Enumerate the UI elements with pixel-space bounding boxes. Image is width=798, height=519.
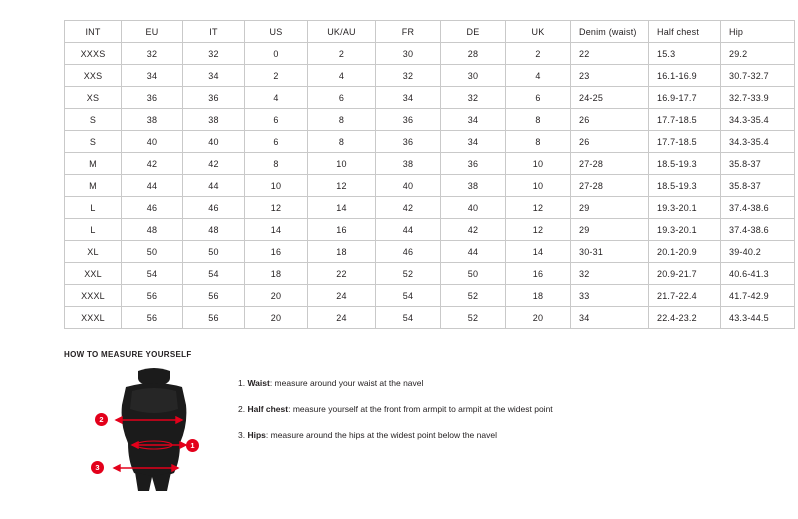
cell-uk: 2 xyxy=(506,43,571,65)
cell-de: 50 xyxy=(441,263,506,285)
measure-notes xyxy=(238,365,553,455)
cell-hip: 29.2 xyxy=(721,43,795,65)
table-row xyxy=(65,307,795,329)
cell-hip: 34.3-35.4 xyxy=(721,131,795,153)
cell-eu: 38 xyxy=(122,109,183,131)
cell-uk: 4 xyxy=(506,65,571,87)
cell-it: 34 xyxy=(183,65,245,87)
cell-de: 42 xyxy=(441,219,506,241)
cell-fr: 32 xyxy=(376,65,441,87)
note-text: : measure yourself at the front from armpit to armpit at the widest point xyxy=(288,404,553,414)
cell-de: 32 xyxy=(441,87,506,109)
note-term: Waist xyxy=(247,378,270,388)
cell-uk: 20 xyxy=(506,307,571,329)
table-row xyxy=(65,285,795,307)
cell-hip: 35.8-37 xyxy=(721,153,795,175)
cell-denim: 33 xyxy=(571,285,649,307)
cell-half-chest: 21.7-22.4 xyxy=(649,285,721,307)
size-table-body xyxy=(65,43,795,329)
cell-ukau: 4 xyxy=(308,65,376,87)
cell-fr: 36 xyxy=(376,109,441,131)
cell-it: 48 xyxy=(183,219,245,241)
cell-us: 20 xyxy=(245,285,308,307)
measure-note-hips xyxy=(238,429,553,441)
cell-eu: 40 xyxy=(122,131,183,153)
cell-fr: 52 xyxy=(376,263,441,285)
cell-de: 34 xyxy=(441,131,506,153)
cell-us: 8 xyxy=(245,153,308,175)
cell-fr: 34 xyxy=(376,87,441,109)
cell-half-chest: 17.7-18.5 xyxy=(649,109,721,131)
cell-half-chest: 18.5-19.3 xyxy=(649,153,721,175)
mannequin-figure xyxy=(94,365,214,495)
cell-uk: 10 xyxy=(506,153,571,175)
cell-it: 44 xyxy=(183,175,245,197)
cell-eu: 50 xyxy=(122,241,183,263)
note-number: 3. xyxy=(238,430,246,440)
cell-de: 38 xyxy=(441,175,506,197)
column-header-fr: FR xyxy=(376,21,441,43)
column-header-half-chest: Half chest xyxy=(649,21,721,43)
table-header-row xyxy=(65,21,795,43)
cell-it: 56 xyxy=(183,307,245,329)
table-row xyxy=(65,131,795,153)
how-to-measure-title: HOW TO MEASURE YOURSELF xyxy=(64,350,192,359)
cell-ukau: 14 xyxy=(308,197,376,219)
cell-half-chest: 19.3-20.1 xyxy=(649,219,721,241)
cell-hip: 34.3-35.4 xyxy=(721,109,795,131)
measure-note-half-chest xyxy=(238,403,553,415)
cell-us: 4 xyxy=(245,87,308,109)
cell-uk: 12 xyxy=(506,219,571,241)
cell-eu: 56 xyxy=(122,307,183,329)
cell-denim: 34 xyxy=(571,307,649,329)
cell-it: 50 xyxy=(183,241,245,263)
cell-ukau: 24 xyxy=(308,307,376,329)
measure-note-waist xyxy=(238,377,553,389)
cell-half-chest: 15.3 xyxy=(649,43,721,65)
cell-int: S xyxy=(65,109,122,131)
cell-half-chest: 19.3-20.1 xyxy=(649,197,721,219)
note-number: 2. xyxy=(238,404,246,414)
cell-ukau: 12 xyxy=(308,175,376,197)
cell-fr: 42 xyxy=(376,197,441,219)
cell-fr: 54 xyxy=(376,307,441,329)
cell-uk: 14 xyxy=(506,241,571,263)
cell-int: XXL xyxy=(65,263,122,285)
cell-ukau: 24 xyxy=(308,285,376,307)
cell-half-chest: 20.1-20.9 xyxy=(649,241,721,263)
cell-fr: 46 xyxy=(376,241,441,263)
table-row xyxy=(65,109,795,131)
cell-fr: 44 xyxy=(376,219,441,241)
cell-hip: 32.7-33.9 xyxy=(721,87,795,109)
table-row xyxy=(65,153,795,175)
note-text: : measure around your waist at the navel xyxy=(269,378,424,388)
cell-denim: 29 xyxy=(571,197,649,219)
cell-ukau: 8 xyxy=(308,131,376,153)
cell-int: XXXL xyxy=(65,307,122,329)
cell-denim: 22 xyxy=(571,43,649,65)
column-header-uk: UK xyxy=(506,21,571,43)
size-conversion-table xyxy=(64,20,795,329)
cell-de: 52 xyxy=(441,307,506,329)
cell-de: 30 xyxy=(441,65,506,87)
cell-it: 36 xyxy=(183,87,245,109)
cell-int: M xyxy=(65,153,122,175)
cell-uk: 16 xyxy=(506,263,571,285)
mannequin-illustration xyxy=(94,365,214,495)
cell-fr: 40 xyxy=(376,175,441,197)
cell-us: 2 xyxy=(245,65,308,87)
cell-uk: 6 xyxy=(506,87,571,109)
cell-int: XL xyxy=(65,241,122,263)
cell-fr: 38 xyxy=(376,153,441,175)
cell-uk: 8 xyxy=(506,131,571,153)
cell-fr: 54 xyxy=(376,285,441,307)
cell-it: 32 xyxy=(183,43,245,65)
cell-eu: 48 xyxy=(122,219,183,241)
cell-uk: 18 xyxy=(506,285,571,307)
cell-it: 56 xyxy=(183,285,245,307)
cell-denim: 27-28 xyxy=(571,175,649,197)
column-header-it: IT xyxy=(183,21,245,43)
cell-half-chest: 16.9-17.7 xyxy=(649,87,721,109)
cell-it: 54 xyxy=(183,263,245,285)
cell-denim: 26 xyxy=(571,109,649,131)
column-header-de: DE xyxy=(441,21,506,43)
cell-int: L xyxy=(65,219,122,241)
column-header-hip: Hip xyxy=(721,21,795,43)
marker-2-half-chest: 2 xyxy=(95,413,108,426)
marker-1-waist: 1 xyxy=(186,439,199,452)
cell-eu: 42 xyxy=(122,153,183,175)
cell-hip: 30.7-32.7 xyxy=(721,65,795,87)
cell-hip: 37.4-38.6 xyxy=(721,219,795,241)
cell-it: 40 xyxy=(183,131,245,153)
cell-eu: 36 xyxy=(122,87,183,109)
cell-us: 20 xyxy=(245,307,308,329)
cell-int: S xyxy=(65,131,122,153)
cell-eu: 54 xyxy=(122,263,183,285)
cell-denim: 29 xyxy=(571,219,649,241)
cell-ukau: 22 xyxy=(308,263,376,285)
cell-ukau: 10 xyxy=(308,153,376,175)
table-row xyxy=(65,263,795,285)
cell-int: XS xyxy=(65,87,122,109)
cell-uk: 10 xyxy=(506,175,571,197)
cell-us: 10 xyxy=(245,175,308,197)
table-row xyxy=(65,219,795,241)
how-to-measure-body xyxy=(64,365,744,495)
cell-eu: 56 xyxy=(122,285,183,307)
cell-hip: 37.4-38.6 xyxy=(721,197,795,219)
column-header-ukau: UK/AU xyxy=(308,21,376,43)
cell-denim: 24-25 xyxy=(571,87,649,109)
note-term: Hips xyxy=(247,430,266,440)
cell-us: 6 xyxy=(245,109,308,131)
cell-int: XXS xyxy=(65,65,122,87)
cell-ukau: 18 xyxy=(308,241,376,263)
cell-us: 0 xyxy=(245,43,308,65)
cell-us: 12 xyxy=(245,197,308,219)
note-number: 1. xyxy=(238,378,246,388)
cell-denim: 27-28 xyxy=(571,153,649,175)
column-header-eu: EU xyxy=(122,21,183,43)
cell-half-chest: 16.1-16.9 xyxy=(649,65,721,87)
cell-de: 34 xyxy=(441,109,506,131)
cell-us: 18 xyxy=(245,263,308,285)
cell-de: 52 xyxy=(441,285,506,307)
cell-us: 6 xyxy=(245,131,308,153)
cell-us: 16 xyxy=(245,241,308,263)
cell-it: 46 xyxy=(183,197,245,219)
cell-de: 36 xyxy=(441,153,506,175)
cell-int: XXXS xyxy=(65,43,122,65)
cell-uk: 12 xyxy=(506,197,571,219)
cell-hip: 40.6-41.3 xyxy=(721,263,795,285)
marker-3-hips: 3 xyxy=(91,461,104,474)
cell-eu: 46 xyxy=(122,197,183,219)
cell-int: M xyxy=(65,175,122,197)
table-row xyxy=(65,175,795,197)
cell-eu: 32 xyxy=(122,43,183,65)
table-row xyxy=(65,87,795,109)
cell-ukau: 2 xyxy=(308,43,376,65)
cell-de: 44 xyxy=(441,241,506,263)
cell-int: L xyxy=(65,197,122,219)
table-row xyxy=(65,241,795,263)
table-row xyxy=(65,65,795,87)
cell-fr: 30 xyxy=(376,43,441,65)
cell-it: 38 xyxy=(183,109,245,131)
cell-denim: 26 xyxy=(571,131,649,153)
cell-fr: 36 xyxy=(376,131,441,153)
column-header-denim-waist: Denim (waist) xyxy=(571,21,649,43)
cell-int: XXXL xyxy=(65,285,122,307)
cell-half-chest: 18.5-19.3 xyxy=(649,175,721,197)
cell-hip: 39-40.2 xyxy=(721,241,795,263)
cell-uk: 8 xyxy=(506,109,571,131)
cell-half-chest: 22.4-23.2 xyxy=(649,307,721,329)
table-row xyxy=(65,43,795,65)
cell-de: 40 xyxy=(441,197,506,219)
cell-it: 42 xyxy=(183,153,245,175)
column-header-us: US xyxy=(245,21,308,43)
cell-denim: 32 xyxy=(571,263,649,285)
how-to-measure-section xyxy=(64,350,744,495)
note-term: Half chest xyxy=(247,404,289,414)
cell-half-chest: 17.7-18.5 xyxy=(649,131,721,153)
cell-half-chest: 20.9-21.7 xyxy=(649,263,721,285)
note-text: : measure around the hips at the widest point below the navel xyxy=(265,430,497,440)
cell-denim: 30-31 xyxy=(571,241,649,263)
cell-hip: 43.3-44.5 xyxy=(721,307,795,329)
cell-ukau: 6 xyxy=(308,87,376,109)
cell-hip: 41.7-42.9 xyxy=(721,285,795,307)
cell-denim: 23 xyxy=(571,65,649,87)
cell-us: 14 xyxy=(245,219,308,241)
cell-de: 28 xyxy=(441,43,506,65)
cell-eu: 34 xyxy=(122,65,183,87)
size-table-container xyxy=(64,20,769,329)
column-header-int: INT xyxy=(65,21,122,43)
cell-hip: 35.8-37 xyxy=(721,175,795,197)
cell-ukau: 8 xyxy=(308,109,376,131)
cell-eu: 44 xyxy=(122,175,183,197)
table-row xyxy=(65,197,795,219)
cell-ukau: 16 xyxy=(308,219,376,241)
